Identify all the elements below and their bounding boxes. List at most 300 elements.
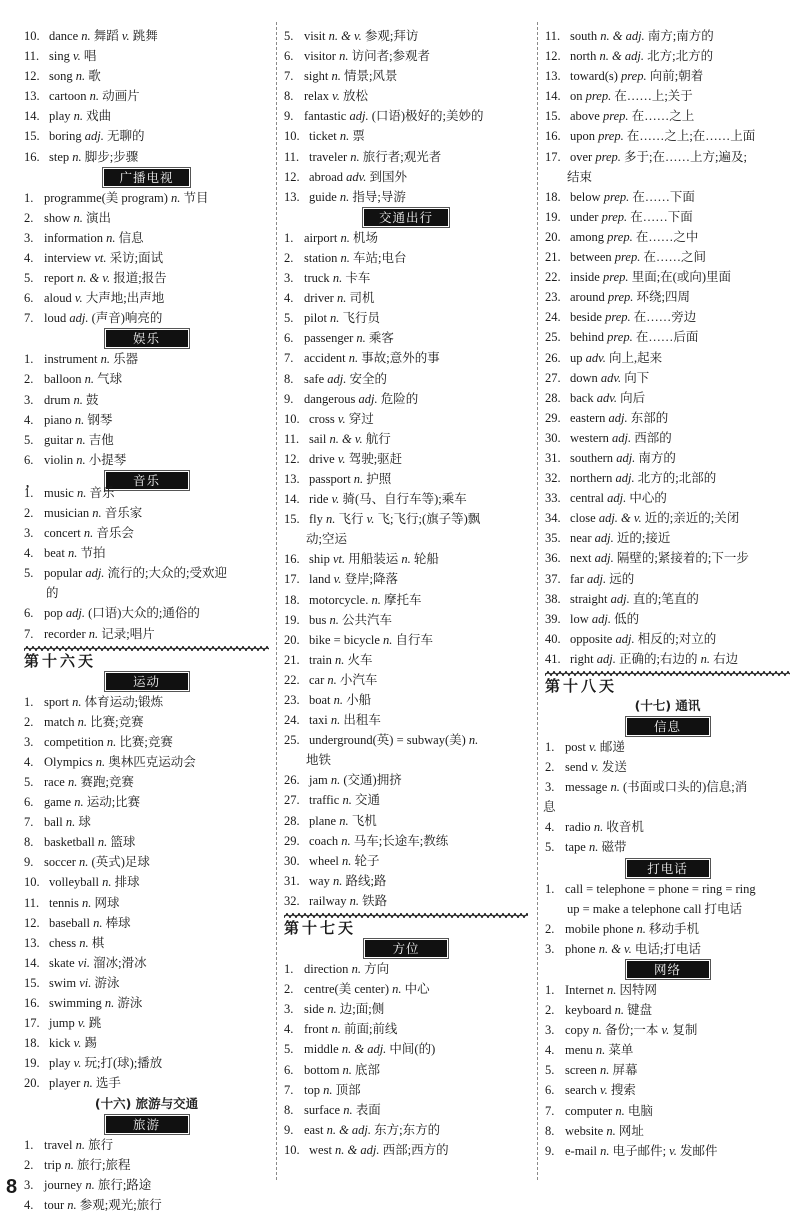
entry-number: 38. bbox=[545, 591, 561, 606]
part-of-speech: prep. bbox=[621, 69, 647, 84]
vocab-entry bbox=[24, 953, 269, 973]
entry-number: 2. bbox=[24, 714, 34, 729]
entry-number: 1. bbox=[24, 694, 34, 709]
entry-word: show bbox=[44, 210, 71, 225]
column-1 bbox=[24, 26, 269, 1215]
part-of-speech: n. bbox=[595, 1043, 606, 1058]
part-of-speech: n. bbox=[341, 853, 352, 868]
entry-word: song bbox=[49, 69, 73, 84]
entry-word: sing bbox=[49, 49, 70, 64]
entry-definition: 在……后面 bbox=[635, 330, 699, 345]
entry-word: wheel bbox=[309, 853, 339, 868]
entry-word: sport bbox=[44, 694, 69, 709]
entry-number: 18. bbox=[545, 189, 561, 204]
part-of-speech: prep. bbox=[602, 270, 629, 285]
entry-word: bike = bicycle bbox=[309, 632, 380, 647]
part-of-speech: n. bbox=[67, 546, 78, 561]
entry-definition: 溜冰;滑冰 bbox=[93, 955, 147, 970]
vocab-entry bbox=[24, 692, 269, 712]
entry-word: railway bbox=[309, 893, 347, 908]
entry-number: 6. bbox=[284, 49, 294, 64]
entry-number: 1. bbox=[545, 881, 555, 896]
part-of-speech: n. bbox=[104, 996, 115, 1011]
entry-number: 3. bbox=[284, 271, 294, 286]
part-of-speech: adj. bbox=[594, 531, 614, 546]
entry-number: 15. bbox=[24, 129, 40, 144]
entry-definition: 比赛;竞赛 bbox=[90, 714, 144, 729]
part-of-speech: adj. bbox=[587, 571, 607, 586]
vocab-entry bbox=[284, 106, 528, 126]
entry-definition: 跳 bbox=[88, 1016, 102, 1031]
section-header bbox=[545, 960, 790, 978]
entry-number: 9. bbox=[284, 391, 294, 406]
entry-word: top bbox=[304, 1082, 320, 1097]
part-of-speech-2: v. bbox=[366, 512, 375, 527]
entry-definition: 比赛;竞赛 bbox=[119, 734, 173, 749]
entry-definition: 访问者;参观者 bbox=[351, 49, 431, 64]
entry-number: 6. bbox=[284, 1062, 294, 1077]
vocab-entry bbox=[284, 1019, 528, 1039]
entry-word: west bbox=[309, 1142, 332, 1157]
part-of-speech: prep. bbox=[607, 290, 634, 305]
entry-definition: 轮子 bbox=[354, 853, 380, 868]
vocab-entry bbox=[545, 1080, 790, 1100]
part-of-speech: adj. bbox=[65, 606, 85, 621]
entry-word: on bbox=[570, 89, 583, 104]
vocab-entry bbox=[284, 288, 528, 308]
entry-word: music bbox=[44, 485, 74, 500]
entry-word: between bbox=[570, 250, 612, 265]
entry-definition: 边;面;侧 bbox=[339, 1002, 385, 1017]
entry-number: 7. bbox=[284, 351, 294, 366]
vocab-entry bbox=[284, 369, 528, 389]
page-number: 8 bbox=[6, 1176, 18, 1198]
part-of-speech: n. & v. bbox=[329, 431, 363, 446]
entry-number: 3. bbox=[545, 780, 555, 795]
entry-word: travel bbox=[44, 1137, 73, 1152]
part-of-speech: vt. bbox=[332, 552, 346, 567]
entry-number: 15. bbox=[545, 109, 561, 124]
vocab-entry bbox=[284, 248, 528, 268]
entry-number: 27. bbox=[284, 793, 300, 808]
entry-word: sail bbox=[309, 431, 327, 446]
entry-word: south bbox=[570, 29, 598, 43]
entry-definition: 钢琴 bbox=[87, 412, 113, 427]
entry-definition: 网球 bbox=[94, 895, 120, 910]
entry-definition: 电脑 bbox=[627, 1103, 653, 1118]
part-of-speech-2: v. bbox=[121, 29, 130, 43]
entry-number: 22. bbox=[284, 672, 300, 687]
entry-number: 32. bbox=[545, 471, 561, 486]
entry-definition: 在……之间 bbox=[643, 250, 706, 265]
vocab-entry bbox=[24, 933, 269, 953]
entry-word: north bbox=[570, 49, 597, 64]
entry-definition: 电子邮件; bbox=[612, 1143, 670, 1158]
vocab-entry bbox=[284, 979, 528, 999]
entry-definition: 游泳 bbox=[117, 996, 143, 1011]
entry-word: ball bbox=[44, 815, 63, 830]
entry-number: 3. bbox=[545, 941, 555, 956]
part-of-speech: n. bbox=[610, 780, 620, 795]
entry-number: 23. bbox=[284, 693, 300, 707]
entry-definition-2: 跳舞 bbox=[132, 29, 158, 43]
entry-number: 35. bbox=[545, 531, 561, 546]
entry-definition: 旅行;旅程 bbox=[76, 1157, 131, 1172]
entry-word: straight bbox=[570, 591, 608, 606]
vocab-entry bbox=[24, 188, 269, 208]
part-of-speech: adj. bbox=[607, 491, 627, 506]
entry-number: 11. bbox=[24, 895, 40, 910]
entry-number: 1. bbox=[284, 230, 294, 245]
entry-word: central bbox=[570, 491, 605, 506]
part-of-speech: n. bbox=[76, 452, 86, 467]
section-header-label: 交通出行 bbox=[364, 209, 448, 226]
entry-number: 12. bbox=[284, 169, 300, 184]
entry-definition: 玩;打(球);播放 bbox=[84, 1056, 163, 1071]
entry-definition: 飞行 bbox=[338, 512, 367, 527]
entry-word: swimming bbox=[49, 996, 102, 1011]
vocab-entry bbox=[545, 106, 790, 126]
part-of-speech: prep. bbox=[598, 129, 624, 144]
entry-word: inside bbox=[570, 270, 600, 285]
entry-word: chess bbox=[49, 935, 77, 950]
entry-definition: 顶部 bbox=[335, 1082, 361, 1097]
vocab-entry bbox=[284, 999, 528, 1019]
vocab-entry bbox=[24, 523, 269, 543]
entry-definition: 北方的;北部的 bbox=[637, 471, 717, 486]
entry-word: play bbox=[49, 109, 71, 124]
entry-definition: 旅行者;观光者 bbox=[362, 149, 442, 164]
entry-number: 9. bbox=[284, 109, 294, 124]
vocab-entry bbox=[545, 737, 790, 757]
part-of-speech: n. bbox=[332, 271, 343, 286]
part-of-speech: n. bbox=[77, 714, 88, 729]
entry-definition: 路线;路 bbox=[345, 873, 387, 888]
part-of-speech: n. bbox=[100, 352, 110, 367]
vocab-entry bbox=[284, 409, 528, 429]
part-of-speech-2: v. bbox=[669, 1143, 677, 1158]
vocab-entry bbox=[24, 973, 269, 993]
part-of-speech: n. bbox=[88, 626, 99, 641]
entry-number: 12. bbox=[24, 69, 40, 84]
entry-definition: 火车 bbox=[347, 652, 373, 667]
entry-number: 10. bbox=[24, 875, 40, 890]
entry-number: 36. bbox=[545, 551, 561, 566]
entry-definition: 东部的 bbox=[630, 410, 669, 425]
part-of-speech: n. bbox=[327, 672, 337, 687]
entry-definition: 大声地;出声地 bbox=[85, 291, 165, 306]
entry-number: 4. bbox=[284, 1022, 294, 1037]
part-of-speech: n. bbox=[332, 873, 343, 888]
vocab-entry bbox=[545, 448, 790, 468]
vocab-entry bbox=[284, 187, 528, 207]
entry-definition: 键盘 bbox=[627, 1003, 653, 1018]
entry-definition: 因特网 bbox=[619, 982, 658, 997]
vocab-entry bbox=[284, 469, 528, 489]
entry-definition: 信息 bbox=[118, 230, 144, 245]
part-of-speech: n. bbox=[336, 291, 347, 306]
entry-number: 2. bbox=[24, 505, 34, 520]
entry-definition: 摩托车 bbox=[383, 592, 422, 607]
entry-definition: 参观;观光;旅行 bbox=[79, 1197, 162, 1212]
part-of-speech: v. bbox=[77, 1016, 86, 1031]
entry-definition: 乐器 bbox=[113, 352, 139, 367]
entry-number: 41. bbox=[545, 651, 561, 666]
entry-number: 11. bbox=[545, 29, 561, 43]
entry-definition-2: 飞;飞行;(旗子等)飘 bbox=[377, 512, 481, 527]
entry-word: over bbox=[570, 149, 593, 164]
part-of-speech: n. bbox=[353, 471, 364, 486]
entry-word: next bbox=[570, 551, 592, 566]
section-header bbox=[24, 168, 269, 186]
entry-word: interview bbox=[44, 250, 92, 265]
part-of-speech: n. & adj. bbox=[600, 29, 645, 43]
section-header-label: 信息 bbox=[627, 718, 709, 735]
entry-number: 4. bbox=[545, 820, 555, 835]
part-of-speech: n. bbox=[588, 840, 599, 855]
column-divider-right bbox=[537, 22, 538, 1180]
vocab-entry bbox=[24, 410, 269, 430]
entry-definition: 选手 bbox=[95, 1076, 121, 1091]
vocab-entry bbox=[284, 549, 528, 569]
entry-definition: 卡车 bbox=[345, 271, 371, 286]
vocab-entry bbox=[24, 26, 269, 46]
entry-word: far bbox=[570, 571, 584, 586]
part-of-speech-2: v. bbox=[661, 1023, 670, 1038]
part-of-speech: prep. bbox=[607, 330, 633, 345]
vocab-entry bbox=[545, 247, 790, 267]
entry-definition: 在……之上;在……上面 bbox=[626, 129, 756, 144]
part-of-speech: n. bbox=[615, 1103, 625, 1118]
part-of-speech: n. bbox=[74, 412, 85, 427]
entry-number: 26. bbox=[545, 350, 561, 365]
entry-definition: 相反的;对立的 bbox=[637, 631, 717, 646]
part-of-speech: adj. bbox=[85, 566, 105, 581]
entry-number: 30. bbox=[545, 430, 561, 445]
part-of-speech: n. bbox=[383, 632, 393, 647]
vocab-entry bbox=[284, 670, 528, 690]
vocab-entry bbox=[284, 959, 528, 979]
entry-definition: 节拍 bbox=[80, 546, 106, 561]
entry-continuation: 息 bbox=[543, 800, 556, 815]
entry-word: sight bbox=[304, 69, 329, 84]
entry-definition: 电话;打电话 bbox=[634, 941, 701, 956]
entry-word: near bbox=[570, 531, 592, 546]
entry-number: 17. bbox=[24, 1016, 40, 1031]
vocab-entry bbox=[24, 1155, 269, 1175]
entry-number: 7. bbox=[24, 626, 34, 641]
entry-word: jump bbox=[49, 1016, 75, 1031]
entry-word: east bbox=[304, 1122, 324, 1137]
entry-number: 5. bbox=[284, 1042, 294, 1057]
part-of-speech: adj. bbox=[612, 430, 632, 445]
entry-word: cartoon bbox=[49, 89, 87, 104]
entry-definition: 到国外 bbox=[369, 169, 408, 184]
entry-definition: 无聊的 bbox=[107, 129, 145, 144]
vocab-entry bbox=[24, 792, 269, 812]
vocab-entry bbox=[545, 287, 790, 307]
part-of-speech: n. & v. bbox=[328, 29, 362, 43]
entry-word: train bbox=[309, 652, 332, 667]
entry-word: car bbox=[309, 672, 325, 687]
entry-definition: 表面 bbox=[355, 1102, 381, 1117]
section-header bbox=[24, 329, 269, 347]
entry-word: tape bbox=[565, 840, 586, 855]
entry-definition: 舞蹈 bbox=[93, 29, 122, 43]
entry-number: 4. bbox=[24, 546, 34, 561]
entry-word: popular bbox=[44, 566, 83, 581]
part-of-speech: n. bbox=[330, 311, 340, 326]
vocab-entry bbox=[284, 569, 528, 589]
entry-number: 30. bbox=[284, 853, 300, 868]
entry-definition: (书面或口头的)信息;消 bbox=[622, 780, 748, 795]
entry-number: 3. bbox=[24, 734, 34, 749]
entry-word: player bbox=[49, 1076, 81, 1091]
entry-number: 6. bbox=[24, 606, 34, 621]
entry-definition: 指导;导游 bbox=[352, 189, 406, 204]
entry-number: 7. bbox=[284, 69, 294, 84]
entry-word: bus bbox=[309, 612, 327, 627]
part-of-speech: n. bbox=[81, 29, 91, 43]
entry-word: tour bbox=[44, 1197, 65, 1212]
vocab-entry bbox=[284, 851, 528, 871]
entry-definition: 采访;面试 bbox=[109, 250, 164, 265]
vocab-entry bbox=[24, 268, 269, 288]
entry-definition: 运动;比赛 bbox=[86, 795, 141, 810]
part-of-speech: n. bbox=[95, 754, 106, 769]
entry-definition: 用船装运 bbox=[348, 552, 402, 567]
part-of-speech: n. bbox=[89, 89, 99, 104]
entry-definition: 向后 bbox=[620, 390, 646, 405]
entry-definition: 菜单 bbox=[608, 1043, 634, 1058]
part-of-speech: n. bbox=[330, 773, 341, 788]
part-of-speech: n. bbox=[331, 69, 341, 84]
day-title: 第十七天 bbox=[284, 919, 357, 938]
vocab-entry bbox=[24, 543, 269, 563]
vocab-entry bbox=[284, 46, 528, 66]
entry-definition: 报道;报告 bbox=[113, 271, 167, 286]
entry-number: 5. bbox=[24, 432, 34, 447]
entry-word: play bbox=[49, 1056, 71, 1071]
entry-number: 7. bbox=[284, 1082, 294, 1097]
vocab-entry bbox=[24, 993, 269, 1013]
vocab-entry bbox=[24, 1135, 269, 1155]
entry-definition: 隔壁的;紧接着的;下一步 bbox=[616, 551, 749, 566]
section-header-label: 方位 bbox=[365, 940, 447, 957]
vocab-entry bbox=[545, 408, 790, 428]
entry-number: 2. bbox=[24, 372, 34, 387]
entry-word: behind bbox=[570, 330, 605, 345]
entry-definition: 参观;拜访 bbox=[364, 29, 419, 43]
entry-number: 15. bbox=[24, 975, 40, 990]
vocab-entry bbox=[24, 106, 269, 126]
entry-number: 11. bbox=[284, 149, 300, 164]
section-header-label: 网络 bbox=[627, 961, 709, 978]
part-of-speech: n. bbox=[330, 713, 341, 728]
part-of-speech: adv. bbox=[585, 350, 606, 365]
entry-definition: 飞机 bbox=[351, 813, 377, 828]
entry-word: visit bbox=[304, 29, 326, 43]
entry-definition-2: 右边 bbox=[713, 651, 739, 666]
vocab-entry bbox=[284, 26, 528, 46]
vocab-entry bbox=[284, 811, 528, 831]
entry-word: screen bbox=[565, 1063, 597, 1078]
vocab-entry bbox=[284, 228, 528, 248]
entry-definition: 在……下面 bbox=[630, 209, 693, 224]
part-of-speech: vt. bbox=[94, 250, 107, 265]
vocab-entry bbox=[24, 450, 269, 470]
section-header-label: 广播电视 bbox=[104, 169, 188, 186]
entry-word: instrument bbox=[44, 352, 98, 367]
entry-word: guide bbox=[309, 189, 337, 204]
entry-number: 13. bbox=[284, 471, 300, 486]
entry-word: boring bbox=[49, 129, 82, 144]
vocab-entry bbox=[24, 430, 269, 450]
part-of-speech: n. bbox=[606, 1123, 616, 1138]
entry-word: aloud bbox=[44, 291, 72, 306]
part-of-speech: n. bbox=[371, 592, 381, 607]
entry-word: southern bbox=[570, 450, 614, 465]
vocab-entry bbox=[284, 690, 528, 710]
entry-number: 19. bbox=[284, 612, 300, 627]
entry-definition: 戏曲 bbox=[86, 109, 112, 124]
vocab-entry bbox=[284, 167, 528, 187]
entry-number: 10. bbox=[24, 29, 40, 43]
entry-number: 14. bbox=[24, 109, 40, 124]
entry-definition: 奥林匹克运动会 bbox=[108, 754, 196, 769]
entry-definition: (口语)大众的;通俗的 bbox=[88, 606, 200, 621]
vocab-entry bbox=[24, 349, 269, 369]
vocab-entry bbox=[545, 879, 790, 919]
part-of-speech: v. bbox=[331, 492, 340, 507]
entry-continuation: 结束 bbox=[567, 169, 593, 184]
part-of-speech: vi. bbox=[79, 975, 92, 990]
entry-number: 21. bbox=[284, 652, 300, 667]
vocab-entry bbox=[24, 390, 269, 410]
part-of-speech: v. bbox=[337, 411, 346, 426]
entry-definition: 事故;意外的事 bbox=[361, 351, 440, 366]
entry-word: toward(s) bbox=[570, 69, 618, 84]
entry-definition: (声音)响亮的 bbox=[91, 311, 163, 326]
part-of-speech: adv. bbox=[596, 390, 617, 405]
part-of-speech: n. bbox=[79, 855, 89, 870]
entry-number: 3. bbox=[284, 1002, 294, 1017]
entry-number: 1. bbox=[545, 740, 555, 754]
entry-definition: 发送 bbox=[601, 760, 627, 775]
subsection-title: (十六) 旅游与交通 bbox=[94, 1095, 199, 1111]
vocab-entry bbox=[545, 548, 790, 568]
vocab-entry bbox=[24, 893, 269, 913]
entry-number: 21. bbox=[545, 250, 561, 265]
vocab-entry bbox=[545, 66, 790, 86]
part-of-speech: n. bbox=[592, 1023, 602, 1038]
entry-number: 14. bbox=[24, 955, 40, 970]
entry-definition: 流行的;大众的;受欢迎 bbox=[107, 566, 227, 581]
entry-definition: 向前;朝着 bbox=[649, 69, 704, 84]
entry-definition: 移动手机 bbox=[649, 921, 700, 936]
part-of-speech: n. bbox=[614, 1003, 625, 1018]
entry-number: 16. bbox=[284, 552, 300, 567]
vocab-entry bbox=[24, 752, 269, 772]
part-of-speech: n. bbox=[600, 1063, 610, 1078]
vocab-entry bbox=[284, 328, 528, 348]
entry-word: taxi bbox=[309, 713, 328, 728]
entry-definition: 正确的;右边的 bbox=[618, 651, 701, 666]
entry-word: land bbox=[309, 572, 331, 587]
vocab-entry bbox=[545, 1121, 790, 1141]
entry-definition: 搜索 bbox=[610, 1083, 636, 1098]
entry-word: relax bbox=[304, 89, 329, 104]
